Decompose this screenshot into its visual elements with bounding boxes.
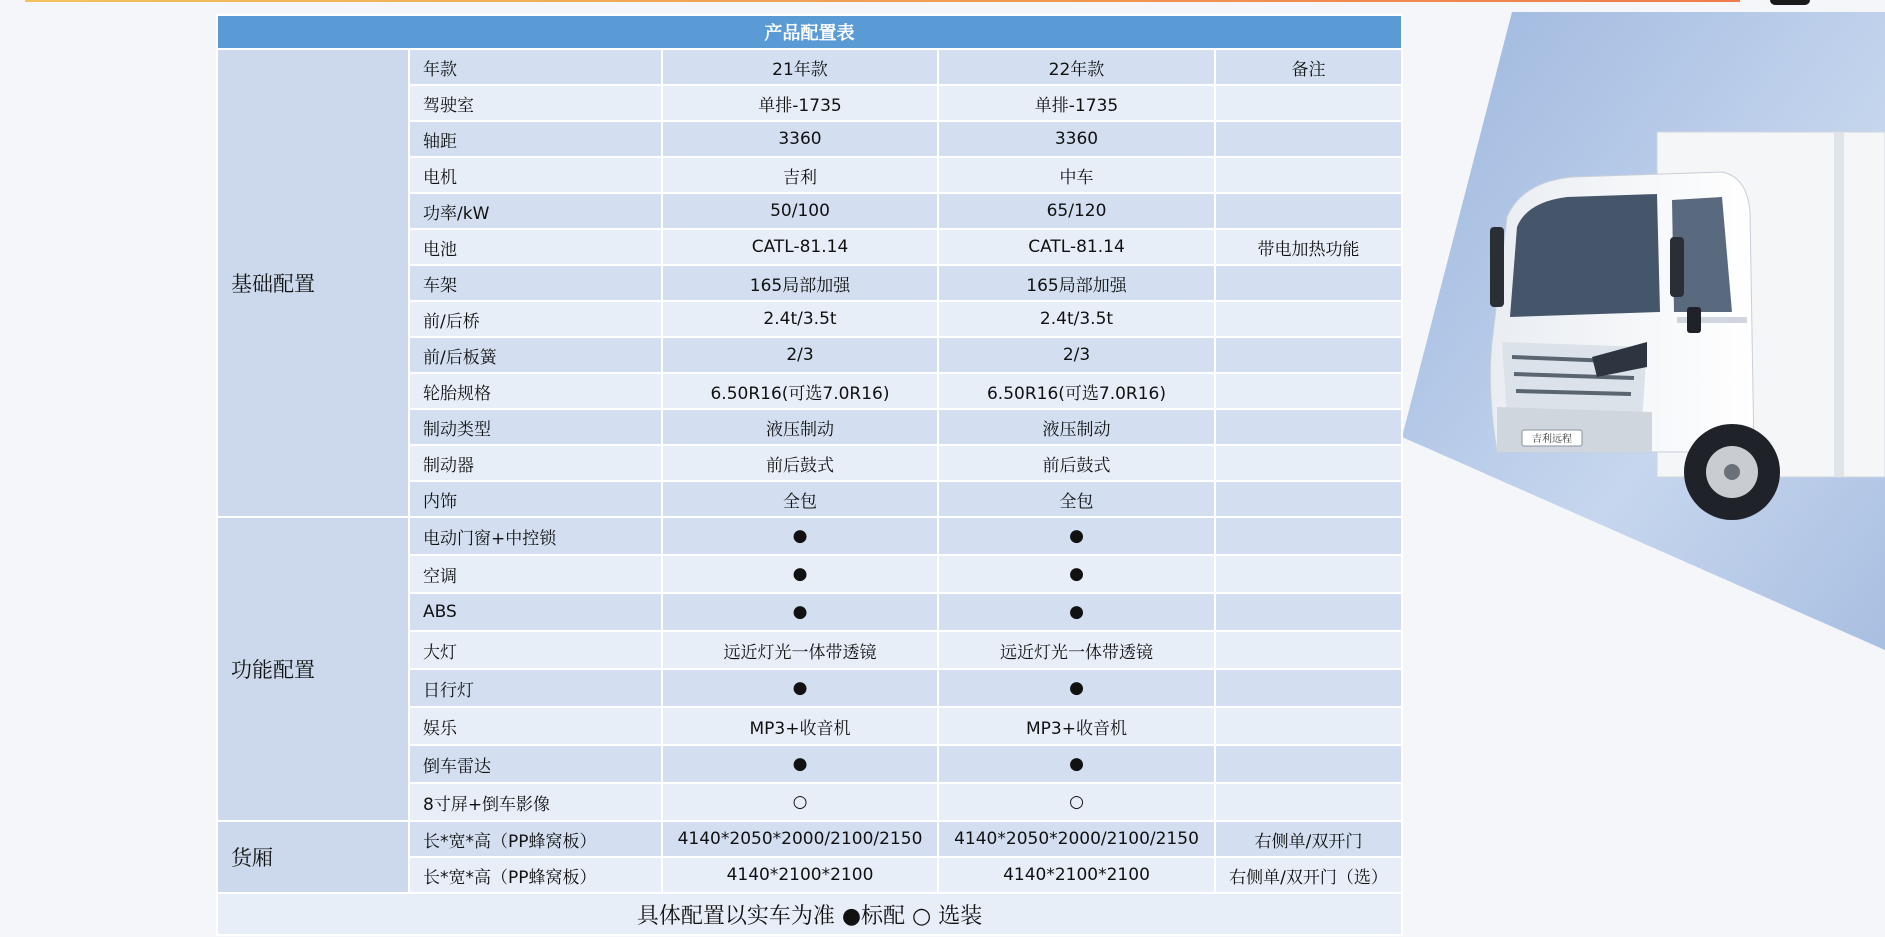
row-value-21: 吉利 <box>662 157 938 193</box>
row-value-21: 液压制动 <box>662 409 938 445</box>
footer-row <box>217 893 1402 935</box>
group-label-cargo: 货厢 <box>217 821 409 893</box>
row-value-22: ○ <box>938 783 1215 821</box>
row-value-21: ● <box>662 555 938 593</box>
row-note <box>1215 669 1402 707</box>
row-note <box>1215 707 1402 745</box>
truck-photo <box>1402 12 1885 650</box>
header-item: 年款 <box>409 49 662 85</box>
row-item: 车架 <box>409 265 662 301</box>
row-item: 电动门窗+中控锁 <box>409 517 662 555</box>
row-note <box>1215 373 1402 409</box>
row-value-21: 4140*2100*2100 <box>662 857 938 893</box>
row-value-21: 4140*2050*2000/2100/2150 <box>662 821 938 857</box>
row-note <box>1215 157 1402 193</box>
row-note <box>1215 783 1402 821</box>
row-note <box>1215 409 1402 445</box>
header-note: 备注 <box>1215 49 1402 85</box>
row-value-22: 65/120 <box>938 193 1215 229</box>
row-item: 轴距 <box>409 121 662 157</box>
row-note <box>1215 445 1402 481</box>
row-value-22: 单排-1735 <box>938 85 1215 121</box>
top-accent-line <box>25 0 1740 2</box>
row-value-22: 前后鼓式 <box>938 445 1215 481</box>
row-value-21: 6.50R16(可选7.0R16) <box>662 373 938 409</box>
row-item: 空调 <box>409 555 662 593</box>
row-item: 电池 <box>409 229 662 265</box>
row-note: 右侧单/双开门 <box>1215 821 1402 857</box>
row-note <box>1215 301 1402 337</box>
row-item: 长*宽*高（PP蜂窝板） <box>409 857 662 893</box>
row-value-22: 中车 <box>938 157 1215 193</box>
row-value-22: ● <box>938 745 1215 783</box>
row-value-22: 2.4t/3.5t <box>938 301 1215 337</box>
row-item: 功率/kW <box>409 193 662 229</box>
row-note <box>1215 265 1402 301</box>
row-item: 倒车雷达 <box>409 745 662 783</box>
row-value-21: ● <box>662 593 938 631</box>
row-value-21: 远近灯光一体带透镜 <box>662 631 938 669</box>
row-note <box>1215 593 1402 631</box>
truck-badge-text: 吉利远程 <box>1532 434 1572 445</box>
row-item: 8寸屏+倒车影像 <box>409 783 662 821</box>
row-note <box>1215 85 1402 121</box>
row-value-22: 4140*2100*2100 <box>938 857 1215 893</box>
row-item: 制动器 <box>409 445 662 481</box>
header-col2: 22年款 <box>938 49 1215 85</box>
row-value-22: ● <box>938 593 1215 631</box>
table-header-row <box>217 49 1402 85</box>
row-value-22: ● <box>938 517 1215 555</box>
row-value-22: 远近灯光一体带透镜 <box>938 631 1215 669</box>
row-value-21: 单排-1735 <box>662 85 938 121</box>
row-value-22: ● <box>938 555 1215 593</box>
row-value-22: 165局部加强 <box>938 265 1215 301</box>
row-item: 前/后桥 <box>409 301 662 337</box>
row-item: 电机 <box>409 157 662 193</box>
row-item: 日行灯 <box>409 669 662 707</box>
row-item: 长*宽*高（PP蜂窝板） <box>409 821 662 857</box>
row-item: 驾驶室 <box>409 85 662 121</box>
row-value-22: ● <box>938 669 1215 707</box>
row-note <box>1215 481 1402 517</box>
row-value-22: 3360 <box>938 121 1215 157</box>
row-note <box>1215 193 1402 229</box>
row-item: 娱乐 <box>409 707 662 745</box>
row-value-21: 50/100 <box>662 193 938 229</box>
row-item: ABS <box>409 593 662 631</box>
group-label-function: 功能配置 <box>217 517 409 821</box>
row-value-21: ● <box>662 745 938 783</box>
row-value-21: ● <box>662 669 938 707</box>
row-value-22: MP3+收音机 <box>938 707 1215 745</box>
row-note: 右侧单/双开门（选） <box>1215 857 1402 893</box>
row-value-22: 液压制动 <box>938 409 1215 445</box>
row-note <box>1215 631 1402 669</box>
row-item: 轮胎规格 <box>409 373 662 409</box>
table-row <box>217 821 1402 857</box>
row-value-22: CATL-81.14 <box>938 229 1215 265</box>
row-note <box>1215 555 1402 593</box>
row-note: 带电加热功能 <box>1215 229 1402 265</box>
row-value-21: 2/3 <box>662 337 938 373</box>
row-value-21: 全包 <box>662 481 938 517</box>
row-value-21: ● <box>662 517 938 555</box>
row-value-21: 2.4t/3.5t <box>662 301 938 337</box>
top-corner-mark <box>1770 0 1810 5</box>
footer-note: 具体配置以实车为准 ●标配 ○ 选装 <box>217 893 1402 935</box>
row-value-22: 6.50R16(可选7.0R16) <box>938 373 1215 409</box>
row-note <box>1215 121 1402 157</box>
row-item: 大灯 <box>409 631 662 669</box>
row-value-21: MP3+收音机 <box>662 707 938 745</box>
row-note <box>1215 337 1402 373</box>
spec-table <box>216 14 1401 936</box>
row-value-22: 2/3 <box>938 337 1215 373</box>
row-item: 前/后板簧 <box>409 337 662 373</box>
row-value-22: 4140*2050*2000/2100/2150 <box>938 821 1215 857</box>
row-value-21: ○ <box>662 783 938 821</box>
table-row <box>217 517 1402 555</box>
row-value-22: 全包 <box>938 481 1215 517</box>
row-value-21: CATL-81.14 <box>662 229 938 265</box>
row-value-21: 165局部加强 <box>662 265 938 301</box>
header-col1: 21年款 <box>662 49 938 85</box>
row-value-21: 前后鼓式 <box>662 445 938 481</box>
row-note <box>1215 517 1402 555</box>
row-note <box>1215 745 1402 783</box>
row-value-21: 3360 <box>662 121 938 157</box>
row-item: 内饰 <box>409 481 662 517</box>
table-title: 产品配置表 <box>217 15 1402 49</box>
group-label-basic: 基础配置 <box>217 49 409 517</box>
row-item: 制动类型 <box>409 409 662 445</box>
